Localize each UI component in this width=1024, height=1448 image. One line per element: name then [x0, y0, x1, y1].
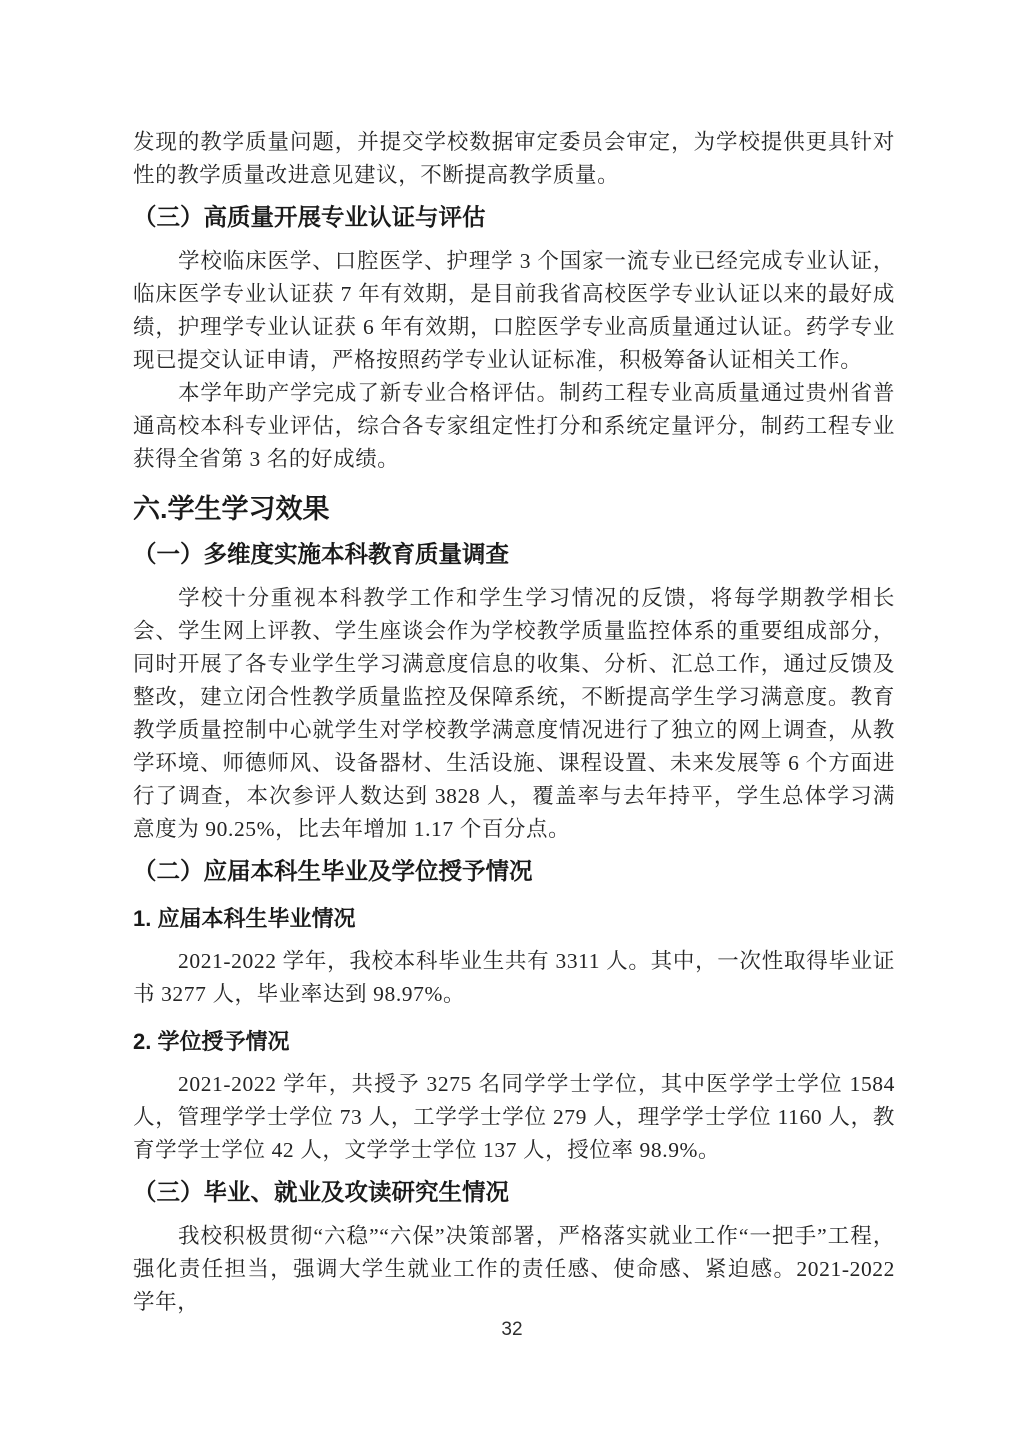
paragraph-degree: 2021-2022 学年，共授予 3275 名同学学士学位，其中医学学士学位 1584 人，管理学学士学位 73 人，工学学士学位 279 人，理学学士学位 1160 人，教育学学士学位 42 人，文学学士学位 137 人，授位率 98.9%。 [133, 1072, 895, 1162]
paragraph-continuation: 发现的教学质量问题，并提交学校数据审定委员会审定，为学校提供更具针对性的教学质量改进意见建议，不断提高教学质量。 [133, 130, 895, 187]
heading-chapter-six: 六.学生学习效果 [133, 494, 330, 524]
paragraph-employment: 我校积极贯彻“六稳”“六保”决策部署，严格落实就业工作“一把手”工程，强化责任担当，强调大学生就业工作的责任感、使命感、紧迫感。2021-2022 学年， [133, 1224, 895, 1314]
heading-sub-employment: （三）毕业、就业及攻读研究生情况 [133, 1179, 509, 1205]
heading-sub-survey: （一）多维度实施本科教育质量调查 [133, 541, 509, 567]
heading-num-degree: 2. 学位授予情况 [133, 1029, 290, 1054]
heading-section-certification: （三）高质量开展专业认证与评估 [133, 204, 486, 230]
page-number: 32 [501, 1319, 523, 1340]
document-content [133, 126, 895, 1319]
paragraph-certification: 学校临床医学、口腔医学、护理学 3 个国家一流专业已经完成专业认证，临床医学专业认证获 7 年有效期，是目前我省高校医学专业认证以来的最好成绩，护理学专业认证获 6 年有效期，口腔医学专业高质量通过认证。药学专业现已提交认证申请，严格按照药学专业认证标准，积极筹备认证相关工作。 [133, 249, 895, 372]
heading-sub-graduation: （二）应届本科生毕业及学位授予情况 [133, 858, 533, 884]
paragraph-survey: 学校十分重视本科教学工作和学生学习情况的反馈，将每学期教学相长会、学生网上评教、学生座谈会作为学校教学质量监控体系的重要组成部分，同时开展了各专业学生学习满意度信息的收集、分析、汇总工作，通过反馈及整改，建立闭合性教学质量监控及保障系统，不断提高学生学习满意度。教育教学质量控制中心就学生对学校教学满意度情况进行了独立的网上调查，从教学环境、师德师风、设备器材、生活设施、课程设置、未来发展等 6 个方面进行了调查，本次参评人数达到 3828 人，覆盖率与去年持平，学生总体学习满意度为 90.25%，比去年增加 1.17 个百分点。 [133, 586, 895, 841]
heading-num-graduation: 1. 应届本科生毕业情况 [133, 906, 356, 931]
paragraph-graduation: 2021-2022 学年，我校本科毕业生共有 3311 人。其中，一次性取得毕业证书 3277 人，毕业率达到 98.97%。 [133, 949, 895, 1006]
paragraph-evaluation: 本学年助产学完成了新专业合格评估。制药工程专业高质量通过贵州省普通高校本科专业评估，综合各专家组定性打分和系统定量评分，制药工程专业获得全省第 3 名的好成绩。 [133, 381, 895, 471]
